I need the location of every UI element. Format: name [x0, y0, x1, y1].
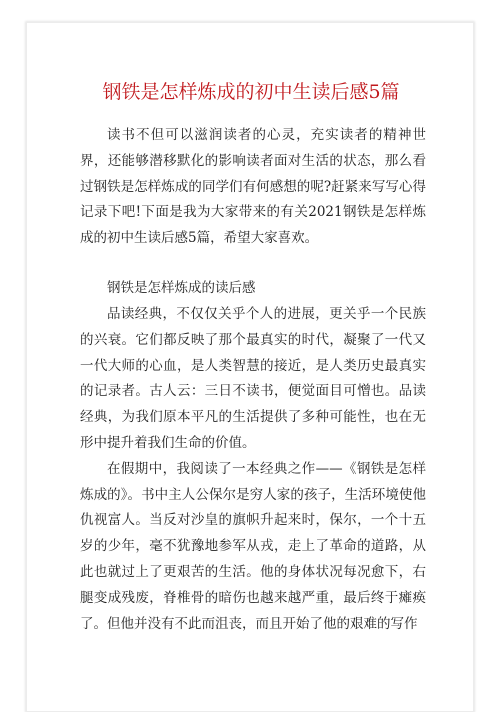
document-body	[80, 123, 426, 637]
section-gap	[80, 252, 426, 275]
body-paragraph-2: 在假期中，我阅读了一本经典之作——《钢铁是怎样炼成的》。书中主人公保尔是穷人家的孩子，生活环境使他仇视富人。当反对沙皇的旗帜升起来时，保尔，一个十五岁的少年，毫不犹豫地参军从戎，走上了革命的道路，从此也就过上了更艰苦的生活。他的身体状况每况愈下，右腿变成残废，脊椎骨的暗伤也越来越严重，最后终于瘫痪了。但他并没有不此而沮丧，而且开始了他的艰难的写作	[80, 460, 426, 632]
intro-paragraph: 读书不但可以滋润读者的心灵，充实读者的精神世界，还能够潜移默化的影响读者面对生活的状态，那么看过钢铁是怎样炼成的同学们有何感想的呢?赶紧来写写心得记录下吧!下面是我为大家带来的有关2021钢铁是怎样炼成的初中生读后感5篇，希望大家喜欢。	[80, 127, 426, 247]
section-heading: 钢铁是怎样炼成的读后感	[107, 279, 256, 296]
document-page	[26, 22, 474, 712]
body-paragraph-1: 品读经典，不仅仅关乎个人的进展，更关乎一个民族的兴衰。它们都反映了那个最真实的时代，凝聚了一代又一代大师的心血，是人类智慧的接近，是人类历史最真实的记录者。古人云：三日不读书，便觉面目可憎也。品读经典，为我们原本平凡的生活提供了多种可能性，也在无形中提升着我们生命的价值。	[80, 305, 426, 451]
document-title: 钢铁是怎样炼成的初中生读后感5篇	[102, 81, 400, 103]
